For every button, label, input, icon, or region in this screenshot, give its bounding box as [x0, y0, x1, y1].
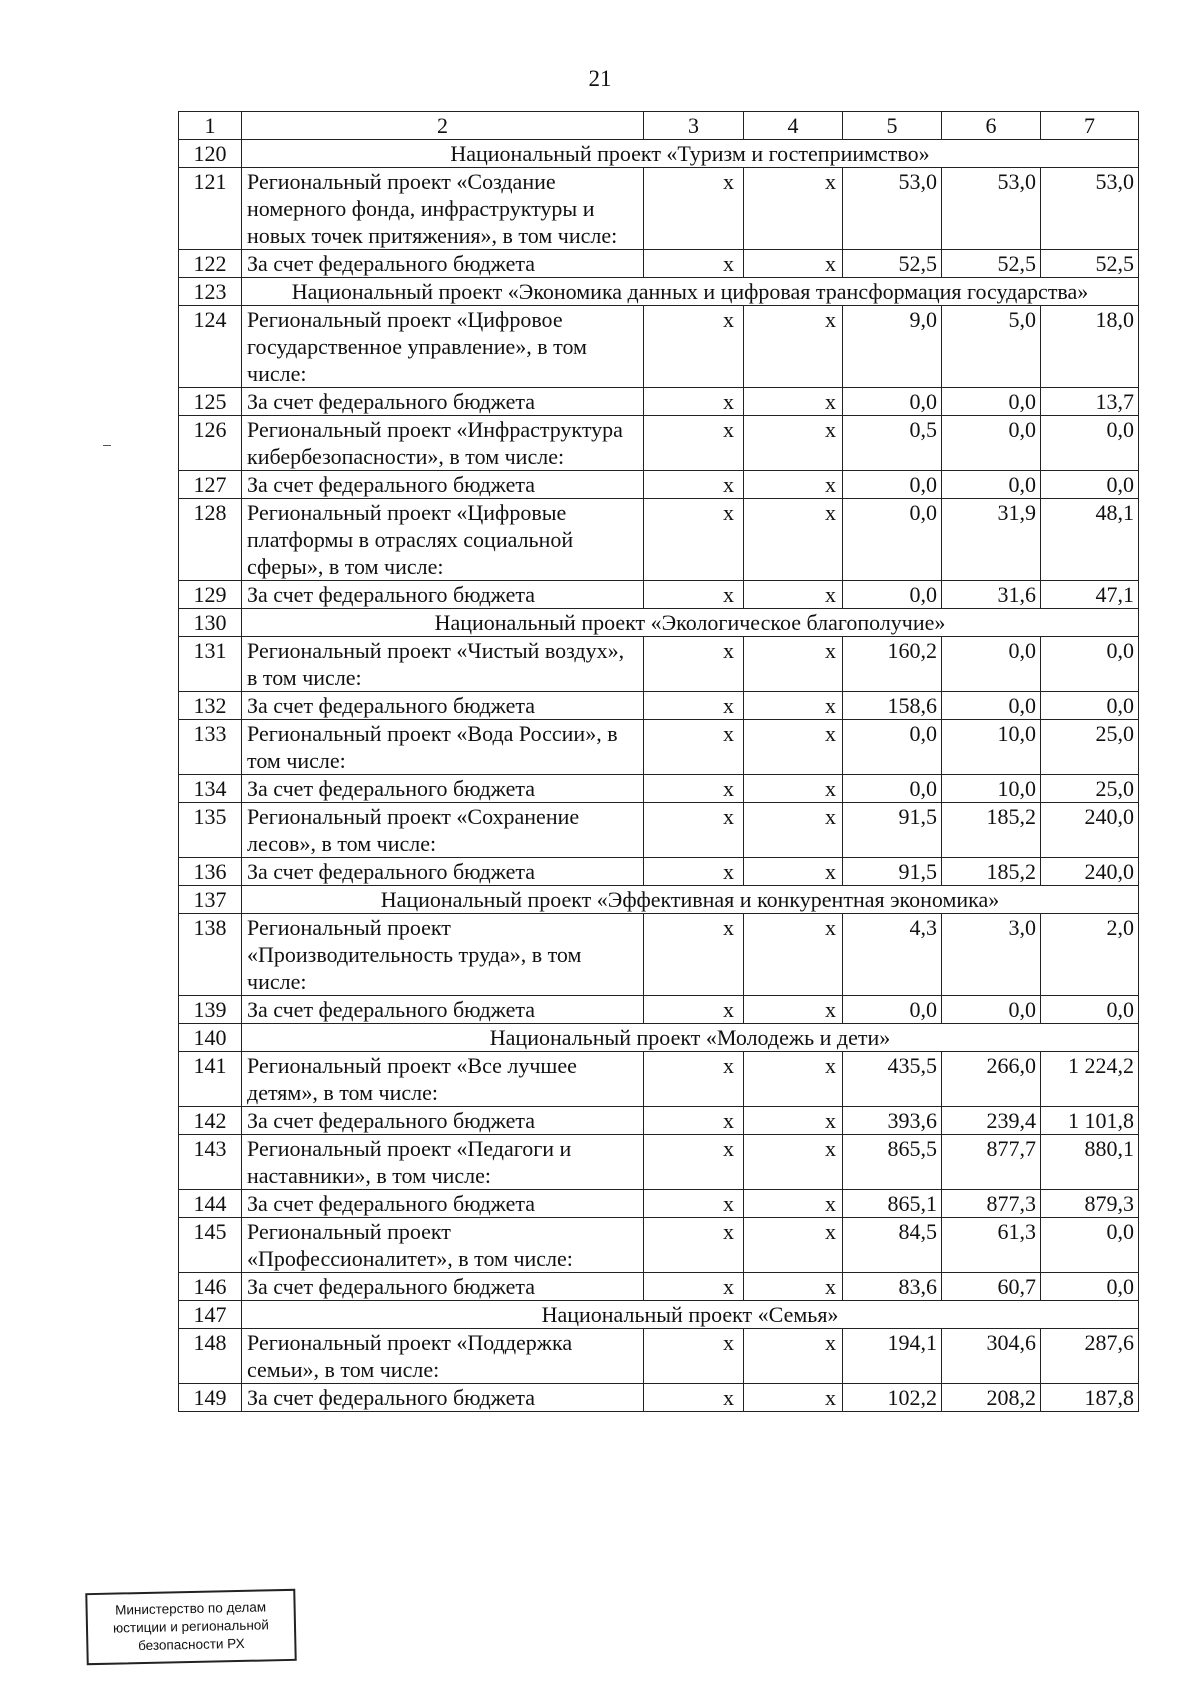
row-name: За счет федерального бюджета [242, 1190, 644, 1218]
col3-cell: х [644, 858, 744, 886]
row-name: Региональный проект «Сохранение лесов», в том числе: [242, 803, 644, 858]
section-row [179, 140, 1139, 168]
row-name: Региональный проект «Чистый воздух», в том числе: [242, 637, 644, 692]
row-name: За счет федерального бюджета [242, 692, 644, 720]
col3-cell: х [644, 1135, 744, 1190]
row-name: За счет федерального бюджета [242, 1107, 644, 1135]
col6-value: 10,0 [942, 775, 1041, 803]
col5-value: 9,0 [843, 306, 942, 388]
col5-value: 393,6 [843, 1107, 942, 1135]
col4-cell: х [744, 581, 843, 609]
col3-cell: х [644, 1273, 744, 1301]
col4-cell: х [744, 168, 843, 250]
col7-value: 0,0 [1041, 416, 1139, 471]
table-row [179, 1384, 1139, 1412]
col7-value: 18,0 [1041, 306, 1139, 388]
section-title: Национальный проект «Экономика данных и цифровая трансформация государства» [242, 278, 1139, 306]
row-number: 138 [179, 914, 242, 996]
col5-value: 0,0 [843, 996, 942, 1024]
table-row [179, 388, 1139, 416]
col4-cell: х [744, 1218, 843, 1273]
row-name: За счет федерального бюджета [242, 388, 644, 416]
col6-value: 185,2 [942, 858, 1041, 886]
row-name: За счет федерального бюджета [242, 1384, 644, 1412]
col3-cell: х [644, 416, 744, 471]
row-name: За счет федерального бюджета [242, 250, 644, 278]
col5-value: 91,5 [843, 858, 942, 886]
row-name: За счет федерального бюджета [242, 858, 644, 886]
col6-value: 31,9 [942, 499, 1041, 581]
col3-cell: х [644, 1052, 744, 1107]
row-number: 126 [179, 416, 242, 471]
col7-value: 13,7 [1041, 388, 1139, 416]
row-number: 137 [179, 886, 242, 914]
table-header-row [179, 112, 1139, 140]
col5-value: 0,0 [843, 720, 942, 775]
col4-cell: х [744, 692, 843, 720]
col4-cell: х [744, 720, 843, 775]
col3-cell: х [644, 637, 744, 692]
col3-cell: х [644, 1218, 744, 1273]
row-name: Региональный проект «Цифровые платформы в отраслях социальной сферы», в том числе: [242, 499, 644, 581]
col4-cell: х [744, 1273, 843, 1301]
row-name: Региональный проект «Педагоги и наставники», в том числе: [242, 1135, 644, 1190]
row-number: 135 [179, 803, 242, 858]
column-header: 2 [242, 112, 644, 140]
col6-value: 3,0 [942, 914, 1041, 996]
col6-value: 52,5 [942, 250, 1041, 278]
row-name: Региональный проект «Создание номерного фонда, инфраструктуры и новых точек притяжения», в том числе: [242, 168, 644, 250]
table-row [179, 996, 1139, 1024]
table-row [179, 1107, 1139, 1135]
table-row [179, 692, 1139, 720]
col6-value: 0,0 [942, 388, 1041, 416]
column-header: 3 [644, 112, 744, 140]
column-header: 7 [1041, 112, 1139, 140]
row-number: 131 [179, 637, 242, 692]
table-row [179, 637, 1139, 692]
col7-value: 1 224,2 [1041, 1052, 1139, 1107]
col3-cell: х [644, 471, 744, 499]
col6-value: 0,0 [942, 471, 1041, 499]
stamp-line: безопасности РХ [137, 1635, 245, 1654]
row-number: 125 [179, 388, 242, 416]
col4-cell: х [744, 1135, 843, 1190]
col3-cell: х [644, 1329, 744, 1384]
section-title: Национальный проект «Эффективная и конкурентная экономика» [242, 886, 1139, 914]
ministry-stamp [85, 1589, 296, 1665]
col5-value: 0,0 [843, 581, 942, 609]
row-name: Региональный проект «Поддержка семьи», в том числе: [242, 1329, 644, 1384]
col6-value: 60,7 [942, 1273, 1041, 1301]
row-number: 134 [179, 775, 242, 803]
table-row [179, 416, 1139, 471]
col7-value: 52,5 [1041, 250, 1139, 278]
section-row [179, 1024, 1139, 1052]
row-name: За счет федерального бюджета [242, 1273, 644, 1301]
col5-value: 53,0 [843, 168, 942, 250]
table-row [179, 471, 1139, 499]
col5-value: 4,3 [843, 914, 942, 996]
col4-cell: х [744, 306, 843, 388]
col6-value: 31,6 [942, 581, 1041, 609]
col6-value: 185,2 [942, 803, 1041, 858]
col7-value: 2,0 [1041, 914, 1139, 996]
section-title: Национальный проект «Молодежь и дети» [242, 1024, 1139, 1052]
col4-cell: х [744, 1107, 843, 1135]
section-row [179, 886, 1139, 914]
row-number: 149 [179, 1384, 242, 1412]
table-row [179, 914, 1139, 996]
col5-value: 52,5 [843, 250, 942, 278]
col5-value: 158,6 [843, 692, 942, 720]
col6-value: 0,0 [942, 416, 1041, 471]
col6-value: 0,0 [942, 692, 1041, 720]
row-number: 140 [179, 1024, 242, 1052]
table-row [179, 1329, 1139, 1384]
col7-value: 48,1 [1041, 499, 1139, 581]
section-title: Национальный проект «Семья» [242, 1301, 1139, 1329]
table-row [179, 775, 1139, 803]
col3-cell: х [644, 914, 744, 996]
col7-value: 25,0 [1041, 775, 1139, 803]
col6-value: 0,0 [942, 637, 1041, 692]
col7-value: 0,0 [1041, 471, 1139, 499]
col5-value: 0,5 [843, 416, 942, 471]
scan-mark [103, 445, 111, 446]
col6-value: 208,2 [942, 1384, 1041, 1412]
col4-cell: х [744, 1190, 843, 1218]
col5-value: 0,0 [843, 775, 942, 803]
table-row [179, 499, 1139, 581]
row-name: За счет федерального бюджета [242, 996, 644, 1024]
col4-cell: х [744, 471, 843, 499]
row-name: Региональный проект «Инфраструктура кибербезопасности», в том числе: [242, 416, 644, 471]
col4-cell: х [744, 388, 843, 416]
col4-cell: х [744, 1329, 843, 1384]
row-number: 130 [179, 609, 242, 637]
stamp-line: юстиции и региональной [112, 1617, 270, 1636]
col5-value: 91,5 [843, 803, 942, 858]
row-number: 142 [179, 1107, 242, 1135]
col7-value: 47,1 [1041, 581, 1139, 609]
row-number: 145 [179, 1218, 242, 1273]
row-name: Региональный проект «Все лучшее детям», в том числе: [242, 1052, 644, 1107]
row-number: 133 [179, 720, 242, 775]
row-name: Региональный проект «Вода России», в том числе: [242, 720, 644, 775]
page-number: 21 [588, 66, 612, 91]
row-name: За счет федерального бюджета [242, 471, 644, 499]
row-number: 122 [179, 250, 242, 278]
column-header: 4 [744, 112, 843, 140]
table-row [179, 1273, 1139, 1301]
col7-value: 0,0 [1041, 692, 1139, 720]
row-number: 129 [179, 581, 242, 609]
row-number: 144 [179, 1190, 242, 1218]
col3-cell: х [644, 803, 744, 858]
col4-cell: х [744, 1384, 843, 1412]
table-row [179, 250, 1139, 278]
col6-value: 5,0 [942, 306, 1041, 388]
col4-cell: х [744, 914, 843, 996]
column-header: 5 [843, 112, 942, 140]
row-number: 139 [179, 996, 242, 1024]
col4-cell: х [744, 250, 843, 278]
col5-value: 102,2 [843, 1384, 942, 1412]
row-number: 143 [179, 1135, 242, 1190]
col3-cell: х [644, 250, 744, 278]
row-number: 121 [179, 168, 242, 250]
col3-cell: х [644, 168, 744, 250]
row-number: 128 [179, 499, 242, 581]
col7-value: 0,0 [1041, 1218, 1139, 1273]
col4-cell: х [744, 499, 843, 581]
section-title: Национальный проект «Экологическое благополучие» [242, 609, 1139, 637]
col5-value: 0,0 [843, 499, 942, 581]
col6-value: 877,7 [942, 1135, 1041, 1190]
col6-value: 61,3 [942, 1218, 1041, 1273]
col3-cell: х [644, 306, 744, 388]
row-name: Региональный проект «Цифровое государственное управление», в том числе: [242, 306, 644, 388]
col7-value: 287,6 [1041, 1329, 1139, 1384]
col7-value: 240,0 [1041, 858, 1139, 886]
row-number: 124 [179, 306, 242, 388]
col5-value: 160,2 [843, 637, 942, 692]
col5-value: 0,0 [843, 388, 942, 416]
col5-value: 83,6 [843, 1273, 942, 1301]
row-number: 141 [179, 1052, 242, 1107]
table-row [179, 1190, 1139, 1218]
col6-value: 10,0 [942, 720, 1041, 775]
col3-cell: х [644, 499, 744, 581]
col6-value: 0,0 [942, 996, 1041, 1024]
table-row [179, 306, 1139, 388]
table-row [179, 720, 1139, 775]
col7-value: 53,0 [1041, 168, 1139, 250]
col3-cell: х [644, 996, 744, 1024]
row-name: Региональный проект «Профессионалитет», в том числе: [242, 1218, 644, 1273]
section-title: Национальный проект «Туризм и гостеприимство» [242, 140, 1139, 168]
table-row [179, 1052, 1139, 1107]
col7-value: 0,0 [1041, 996, 1139, 1024]
col4-cell: х [744, 996, 843, 1024]
col5-value: 865,1 [843, 1190, 942, 1218]
column-header: 1 [179, 112, 242, 140]
row-number: 123 [179, 278, 242, 306]
col3-cell: х [644, 720, 744, 775]
row-number: 120 [179, 140, 242, 168]
col4-cell: х [744, 803, 843, 858]
col4-cell: х [744, 775, 843, 803]
col6-value: 266,0 [942, 1052, 1041, 1107]
row-number: 147 [179, 1301, 242, 1329]
table-row [179, 803, 1139, 858]
section-row [179, 1301, 1139, 1329]
row-name: Региональный проект «Производительность труда», в том числе: [242, 914, 644, 996]
col3-cell: х [644, 1107, 744, 1135]
col7-value: 187,8 [1041, 1384, 1139, 1412]
col4-cell: х [744, 1052, 843, 1107]
budget-table [178, 111, 1139, 1412]
col3-cell: х [644, 1190, 744, 1218]
col3-cell: х [644, 1384, 744, 1412]
col7-value: 880,1 [1041, 1135, 1139, 1190]
row-number: 146 [179, 1273, 242, 1301]
col7-value: 879,3 [1041, 1190, 1139, 1218]
row-number: 132 [179, 692, 242, 720]
section-row [179, 278, 1139, 306]
col6-value: 239,4 [942, 1107, 1041, 1135]
col5-value: 435,5 [843, 1052, 942, 1107]
table-row [179, 581, 1139, 609]
table-row [179, 168, 1139, 250]
col4-cell: х [744, 637, 843, 692]
col5-value: 194,1 [843, 1329, 942, 1384]
col6-value: 877,3 [942, 1190, 1041, 1218]
col5-value: 865,5 [843, 1135, 942, 1190]
col7-value: 0,0 [1041, 637, 1139, 692]
table-row [179, 858, 1139, 886]
row-number: 136 [179, 858, 242, 886]
row-number: 127 [179, 471, 242, 499]
col3-cell: х [644, 692, 744, 720]
col3-cell: х [644, 775, 744, 803]
stamp-line: Министерство по делам [114, 1599, 267, 1618]
col4-cell: х [744, 416, 843, 471]
col7-value: 0,0 [1041, 1273, 1139, 1301]
section-row [179, 609, 1139, 637]
col7-value: 25,0 [1041, 720, 1139, 775]
col5-value: 84,5 [843, 1218, 942, 1273]
col7-value: 240,0 [1041, 803, 1139, 858]
col3-cell: х [644, 388, 744, 416]
col4-cell: х [744, 858, 843, 886]
col7-value: 1 101,8 [1041, 1107, 1139, 1135]
col5-value: 0,0 [843, 471, 942, 499]
table-row [179, 1135, 1139, 1190]
col3-cell: х [644, 581, 744, 609]
row-number: 148 [179, 1329, 242, 1384]
column-header: 6 [942, 112, 1041, 140]
col6-value: 304,6 [942, 1329, 1041, 1384]
col6-value: 53,0 [942, 168, 1041, 250]
row-name: За счет федерального бюджета [242, 581, 644, 609]
table-row [179, 1218, 1139, 1273]
row-name: За счет федерального бюджета [242, 775, 644, 803]
